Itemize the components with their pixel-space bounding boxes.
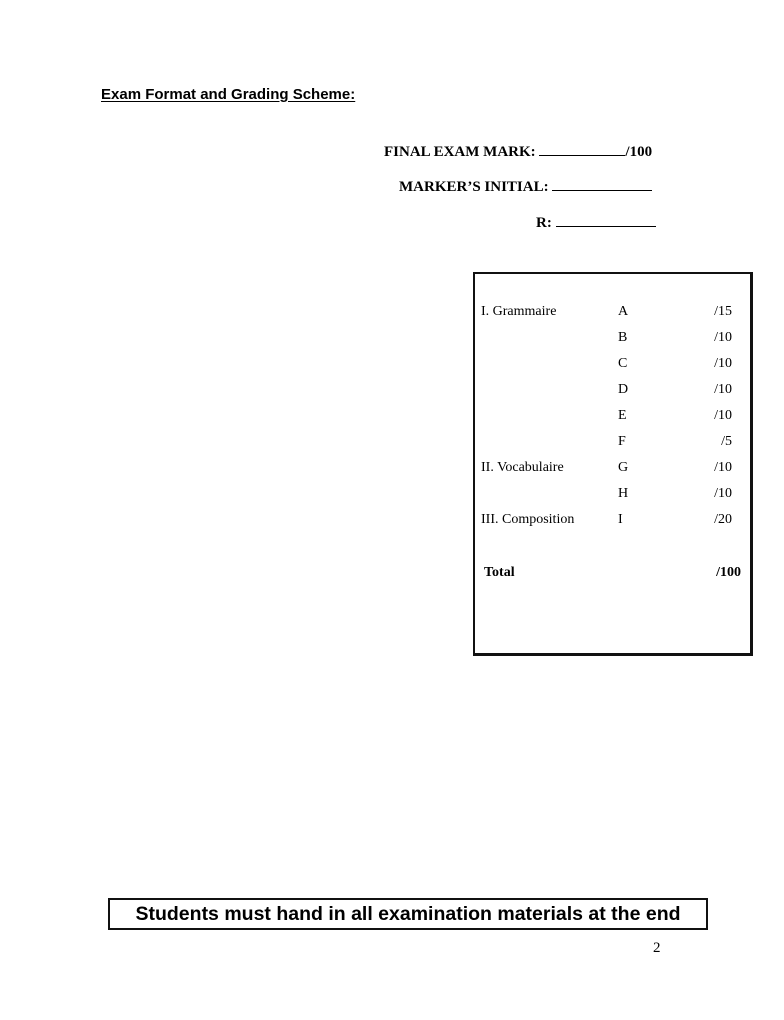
grading-section: II. Vocabulaire bbox=[481, 460, 564, 475]
grading-total-row bbox=[475, 565, 750, 585]
grading-letter: H bbox=[618, 486, 629, 501]
markers-initial-line bbox=[399, 176, 652, 196]
final-exam-mark-suffix: /100 bbox=[625, 144, 653, 160]
grading-row bbox=[475, 434, 750, 454]
hand-in-notice: Students must hand in all examination materials at the end bbox=[108, 898, 708, 930]
grading-score: /20 bbox=[714, 512, 732, 527]
grading-row bbox=[475, 356, 750, 376]
grading-score: /5 bbox=[721, 434, 732, 449]
grading-letter: D bbox=[618, 382, 629, 397]
grading-score: /10 bbox=[714, 382, 732, 397]
grading-letter: C bbox=[618, 356, 628, 371]
grading-letter: F bbox=[618, 434, 626, 449]
grading-row bbox=[475, 512, 750, 532]
grading-letter: E bbox=[618, 408, 627, 423]
grading-section: I. Grammaire bbox=[481, 304, 557, 319]
grading-letter: G bbox=[618, 460, 629, 475]
grading-score: /10 bbox=[714, 486, 732, 501]
r-blank bbox=[556, 212, 656, 227]
grading-row bbox=[475, 460, 750, 480]
grading-row bbox=[475, 382, 750, 402]
grading-section: III. Composition bbox=[481, 512, 575, 527]
grading-total-label: Total bbox=[484, 565, 515, 580]
grading-total-score: /100 bbox=[716, 565, 741, 580]
grading-row bbox=[475, 330, 750, 350]
final-exam-mark-blank bbox=[539, 141, 625, 156]
r-line bbox=[536, 212, 656, 232]
grading-row bbox=[475, 486, 750, 506]
grading-letter: A bbox=[618, 304, 629, 319]
grading-row bbox=[475, 408, 750, 428]
grading-row bbox=[475, 304, 750, 324]
final-exam-mark-label: FINAL EXAM MARK: bbox=[384, 144, 536, 160]
grading-score: /10 bbox=[714, 460, 732, 475]
final-exam-mark-line bbox=[384, 141, 652, 161]
section-heading: Exam Format and Grading Scheme: bbox=[101, 86, 356, 103]
r-label: R: bbox=[536, 215, 552, 231]
page-number: 2 bbox=[653, 940, 661, 956]
markers-initial-blank bbox=[552, 176, 652, 191]
markers-initial-label: MARKER’S INITIAL: bbox=[399, 179, 549, 195]
grading-letter: I bbox=[618, 512, 623, 527]
grading-letter: B bbox=[618, 330, 628, 345]
grading-score: /15 bbox=[714, 304, 732, 319]
grading-score: /10 bbox=[714, 330, 732, 345]
grading-score: /10 bbox=[714, 356, 732, 371]
grading-score: /10 bbox=[714, 408, 732, 423]
grading-scheme-box bbox=[473, 272, 753, 656]
